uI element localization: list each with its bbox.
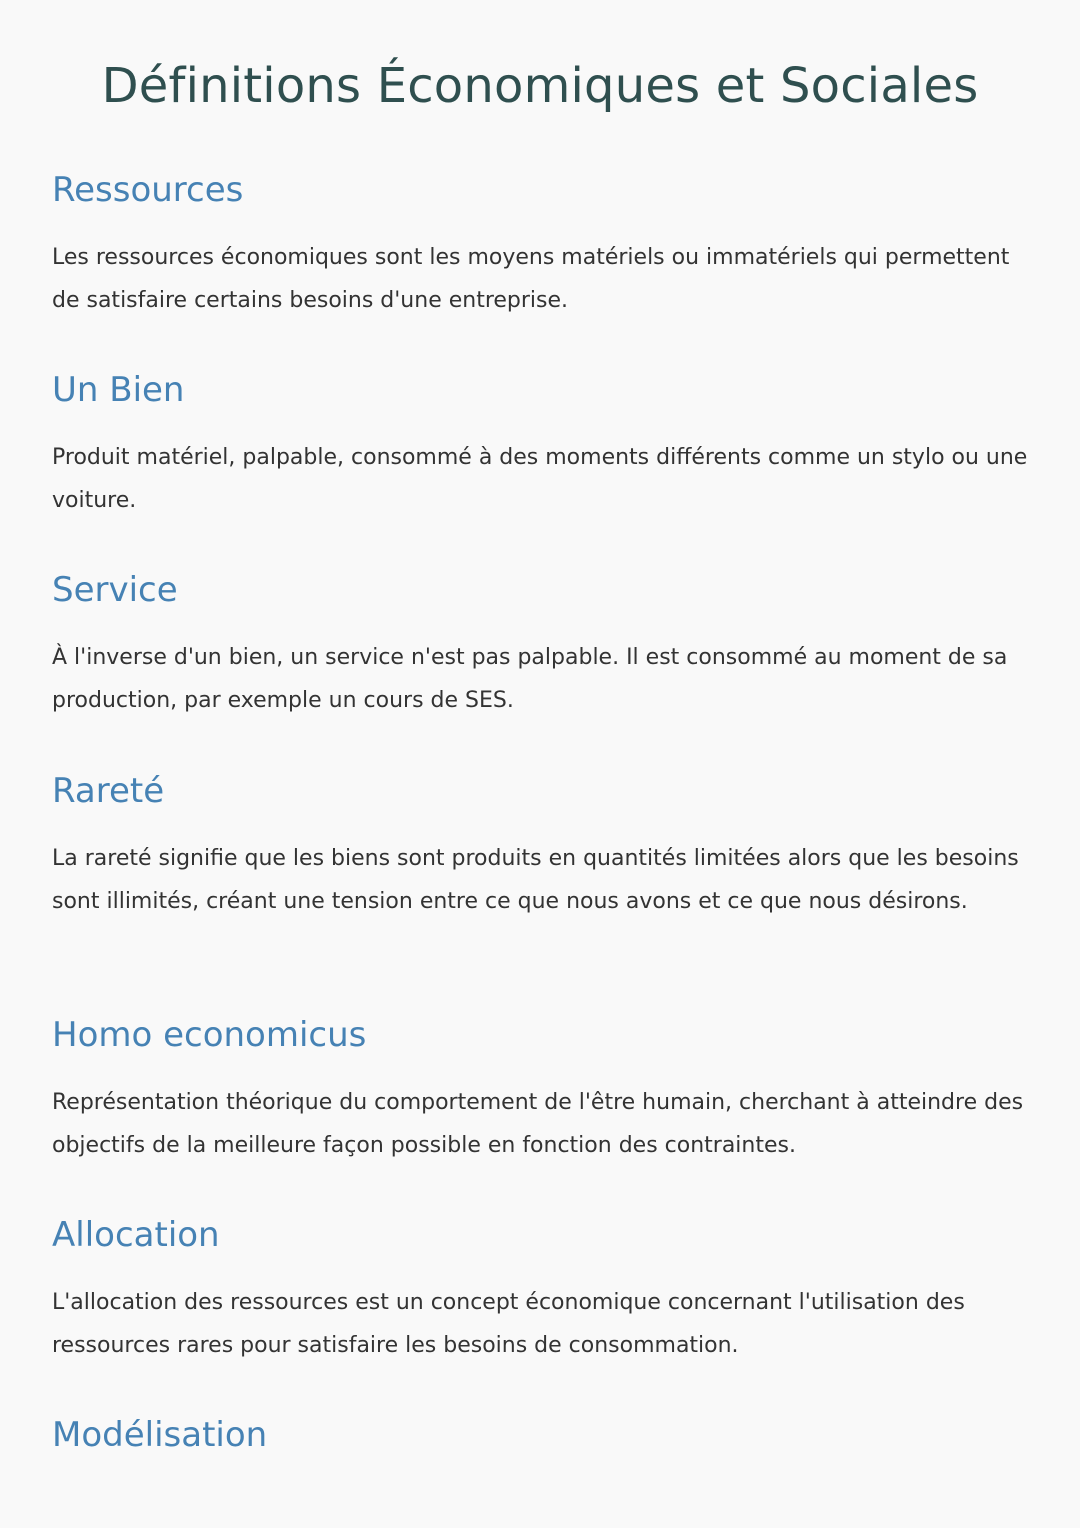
section-body: Les ressources économiques sont les moyens matériels ou immatériels qui permettent de satisfaire certains besoins d'une entreprise. — [52, 245, 1010, 313]
section-rarete — [52, 769, 1037, 923]
section-modelisation — [52, 1413, 1037, 1457]
section-heading: Un Bien — [52, 370, 185, 410]
section-body: La rareté signifie que les biens sont produits en quantités limitées alors que les besoins sont illimités, créant une tension entre ce que nous avons et ce que nous désirons. — [52, 846, 1019, 914]
section-heading: Ressources — [52, 170, 244, 210]
document-page — [0, 0, 1080, 122]
section-heading: Rareté — [52, 771, 165, 811]
section-heading: Homo economicus — [52, 1015, 367, 1055]
section-body: Produit matériel, palpable, consommé à des moments différents comme un stylo ou une voiture. — [52, 445, 1028, 513]
section-service — [52, 568, 1037, 722]
page-title: Définitions Économiques et Sociales — [101, 58, 979, 114]
section-un-bien — [52, 368, 1037, 522]
section-heading: Service — [52, 570, 178, 610]
section-heading: Modélisation — [52, 1415, 268, 1455]
section-allocation — [52, 1213, 1037, 1367]
section-body: À l'inverse d'un bien, un service n'est pas palpable. Il est consommé au moment de sa production, par exemple un cours de SES. — [52, 645, 1008, 713]
section-body: L'allocation des ressources est un concept économique concernant l'utilisation des ressources rares pour satisfaire les besoins de consommation. — [52, 1290, 965, 1358]
section-heading: Allocation — [52, 1215, 220, 1255]
section-homo-economicus — [52, 1013, 1037, 1167]
section-ressources — [52, 168, 1037, 322]
section-body: Représentation théorique du comportement de l'être humain, cherchant à atteindre des objectifs de la meilleure façon possible en fonction des contraintes. — [52, 1090, 1024, 1158]
